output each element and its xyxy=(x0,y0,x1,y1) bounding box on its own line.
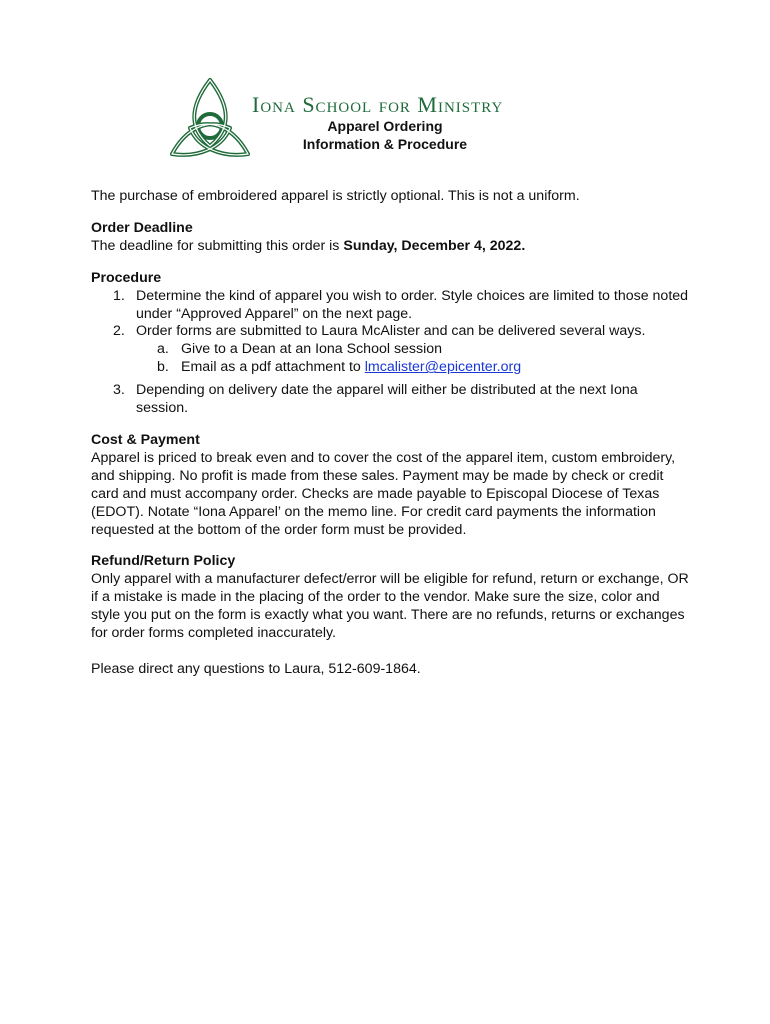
list-item xyxy=(91,382,691,418)
intro-paragraph: The purchase of embroidered apparel is strictly optional. This is not a uniform. xyxy=(91,188,580,204)
deadline-heading: Order Deadline xyxy=(91,219,193,236)
cost-section xyxy=(91,432,691,539)
list-item-text: Depending on delivery date the apparel will either be distributed at the next Iona session. xyxy=(136,382,638,417)
cost-text: Apparel is priced to break even and to cover the cost of the apparel item, custom embroidery, and shipping. No profit is made from these sales. Payment may be made by check or credit card and must accompany order. Checks are made payable to Episcopal Diocese of Texas (EDOT). Notate “Iona Apparel’ on the memo line. For credit card payments the information requested at the bottom of the order form must be provided. xyxy=(91,449,676,538)
document-body xyxy=(91,188,691,679)
sub-list-item-text: Email as a pdf attachment to xyxy=(181,359,365,376)
document-title xyxy=(270,117,500,153)
email-link[interactable]: lmcalister@epicenter.org xyxy=(364,359,522,376)
cost-heading: Cost & Payment xyxy=(91,431,200,448)
sub-list-item xyxy=(91,341,691,359)
school-name: Iona School for Ministry xyxy=(252,92,504,117)
sub-list-item-letter: b. xyxy=(157,359,169,376)
procedure-section xyxy=(91,270,691,418)
title-line-1: Apparel Ordering xyxy=(327,118,443,134)
contact-line: Please direct any questions to Laura, 512-609-1864. xyxy=(91,660,421,677)
list-item-number: 2. xyxy=(113,323,125,340)
procedure-heading: Procedure xyxy=(91,269,162,286)
refund-heading: Refund/Return Policy xyxy=(91,553,236,570)
list-item xyxy=(91,288,691,324)
deadline-date: Sunday, December 4, 2022. xyxy=(343,237,526,254)
deadline-text-prefix: The deadline for submitting this order is xyxy=(91,237,344,254)
deadline-text xyxy=(91,238,691,256)
procedure-list xyxy=(91,288,691,418)
sub-list-item xyxy=(91,359,691,377)
list-item-number: 1. xyxy=(113,287,125,304)
refund-text: Only apparel with a manufacturer defect/error will be eligible for refund, return or exchange, OR if a mistake is made in the placing of the order to the vendor. Make sure the size, color and style you put on the form is exactly what you want. There are no refunds, returns or exchanges for order forms completed inaccurately. xyxy=(91,571,689,642)
list-item-text: Determine the kind of apparel you wish to order. Style choices are limited to those noted under “Approved Apparel” on the next page. xyxy=(136,287,689,322)
sub-list-item-text: Give to a Dean at an Iona School session xyxy=(181,341,443,358)
list-item-number: 3. xyxy=(113,382,125,399)
deadline-section xyxy=(91,220,691,256)
document-header xyxy=(0,0,770,170)
celtic-trinity-knot-icon xyxy=(168,76,252,158)
title-line-2: Information & Procedure xyxy=(302,136,468,152)
sub-list-item-letter: a. xyxy=(157,341,169,358)
list-item xyxy=(91,323,691,341)
list-item-text: Order forms are submitted to Laura McAlister and can be delivered several ways. xyxy=(136,323,646,340)
refund-section xyxy=(91,553,691,643)
